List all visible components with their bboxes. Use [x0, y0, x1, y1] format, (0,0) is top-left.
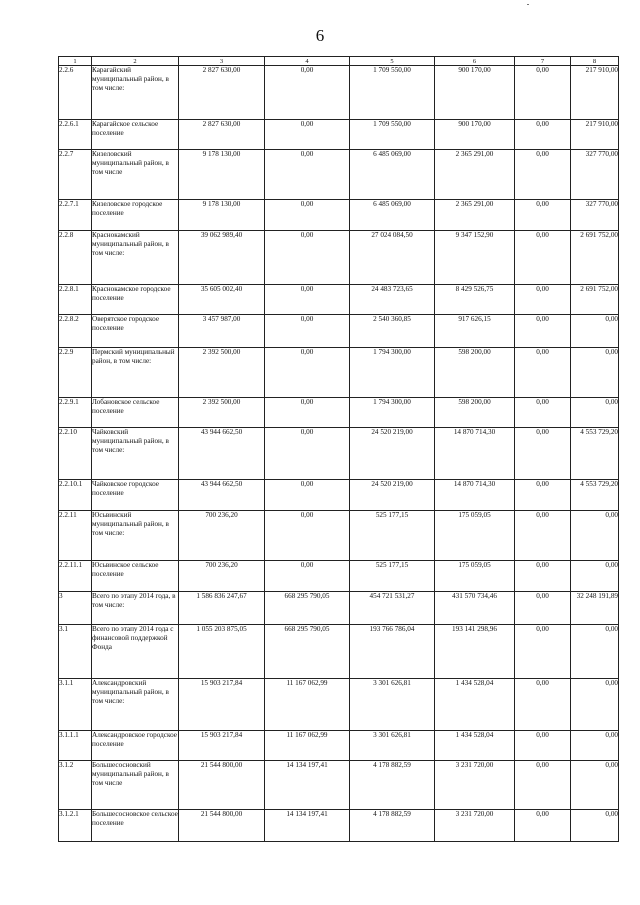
- table-row: [59, 810, 619, 842]
- value-col-7: 0,00: [515, 511, 571, 561]
- table-row: [59, 731, 619, 761]
- row-number: 2.2.11.1: [59, 561, 92, 592]
- value-col-3: 39 062 989,40: [179, 231, 265, 285]
- value-col-5: 2 540 360,85: [350, 315, 435, 348]
- row-number: 3.1: [59, 625, 92, 679]
- row-name: Лобановское сельское поселение: [92, 398, 179, 428]
- value-col-3: 35 605 002,40: [179, 285, 265, 315]
- value-col-3: 43 944 662,50: [179, 428, 265, 480]
- row-number: 2.2.7.1: [59, 200, 92, 231]
- row-number: 3.1.1.1: [59, 731, 92, 761]
- table-row: [59, 592, 619, 625]
- value-col-6: 14 870 714,30: [435, 480, 515, 511]
- value-col-5: 525 177,15: [350, 511, 435, 561]
- row-number: 2.2.6: [59, 66, 92, 120]
- value-col-7: 0,00: [515, 315, 571, 348]
- table-row: [59, 561, 619, 592]
- table-row: [59, 285, 619, 315]
- value-col-8: 0,00: [571, 561, 619, 592]
- value-col-8: 32 248 191,89: [571, 592, 619, 625]
- value-col-6: 917 626,15: [435, 315, 515, 348]
- value-col-7: 0,00: [515, 679, 571, 731]
- value-col-8: 4 553 729,20: [571, 480, 619, 511]
- row-name: Краснокамское городское поселение: [92, 285, 179, 315]
- row-name: Кизеловское городское поселение: [92, 200, 179, 231]
- table-row: [59, 679, 619, 731]
- table-row: [59, 398, 619, 428]
- value-col-4: 0,00: [265, 66, 350, 120]
- value-col-6: 598 200,00: [435, 348, 515, 398]
- value-col-6: 3 231 720,00: [435, 761, 515, 810]
- value-col-3: 2 827 630,00: [179, 66, 265, 120]
- value-col-3: 15 903 217,84: [179, 731, 265, 761]
- table-row: [59, 480, 619, 511]
- value-col-4: 0,00: [265, 315, 350, 348]
- value-col-7: 0,00: [515, 428, 571, 480]
- value-col-5: 4 178 882,59: [350, 761, 435, 810]
- value-col-5: 1 709 550,00: [350, 120, 435, 150]
- finance-table: [58, 56, 619, 842]
- value-col-8: 217 910,00: [571, 120, 619, 150]
- value-col-5: 6 485 069,00: [350, 200, 435, 231]
- value-col-7: 0,00: [515, 761, 571, 810]
- value-col-8: 2 691 752,00: [571, 231, 619, 285]
- value-col-6: 2 365 291,00: [435, 150, 515, 200]
- value-col-8: 0,00: [571, 625, 619, 679]
- value-col-4: 0,00: [265, 150, 350, 200]
- value-col-3: 2 392 500,00: [179, 398, 265, 428]
- table-row: [59, 428, 619, 480]
- value-col-5: 1 709 550,00: [350, 66, 435, 120]
- row-name: Всего по этапу 2014 года, в том числе:: [92, 592, 179, 625]
- row-name: Карагайский муниципальный район, в том числе:: [92, 66, 179, 120]
- value-col-4: 0,00: [265, 428, 350, 480]
- table-row: [59, 315, 619, 348]
- value-col-7: 0,00: [515, 120, 571, 150]
- value-col-5: 24 483 723,65: [350, 285, 435, 315]
- value-col-7: 0,00: [515, 810, 571, 842]
- value-col-7: 0,00: [515, 200, 571, 231]
- row-name: Чайковский муниципальный район, в том числе:: [92, 428, 179, 480]
- value-col-6: 14 870 714,30: [435, 428, 515, 480]
- column-header-5: 5: [350, 57, 435, 66]
- value-col-3: 2 827 630,00: [179, 120, 265, 150]
- row-number: 2.2.9: [59, 348, 92, 398]
- value-col-5: 27 024 084,50: [350, 231, 435, 285]
- value-col-7: 0,00: [515, 348, 571, 398]
- value-col-3: 3 457 987,00: [179, 315, 265, 348]
- row-name: Большесосновский муниципальный район, в том числе: [92, 761, 179, 810]
- value-col-6: 193 141 298,96: [435, 625, 515, 679]
- row-number: 3.1.2.1: [59, 810, 92, 842]
- column-header-7: 7: [515, 57, 571, 66]
- value-col-3: 9 178 130,00: [179, 150, 265, 200]
- table-row: [59, 511, 619, 561]
- value-col-4: 11 167 062,99: [265, 679, 350, 731]
- value-col-5: 4 178 882,59: [350, 810, 435, 842]
- column-header-1: 1: [59, 57, 92, 66]
- table-row: [59, 66, 619, 120]
- value-col-7: 0,00: [515, 592, 571, 625]
- value-col-8: 0,00: [571, 398, 619, 428]
- value-col-6: 175 059,05: [435, 511, 515, 561]
- value-col-6: 431 570 734,46: [435, 592, 515, 625]
- value-col-8: 327 770,00: [571, 150, 619, 200]
- value-col-8: 0,00: [571, 348, 619, 398]
- value-col-3: 9 178 130,00: [179, 200, 265, 231]
- value-col-5: 3 301 626,81: [350, 731, 435, 761]
- row-name: Александровское городское поселение: [92, 731, 179, 761]
- value-col-4: 11 167 062,99: [265, 731, 350, 761]
- value-col-8: 0,00: [571, 679, 619, 731]
- value-col-3: 21 544 800,00: [179, 761, 265, 810]
- column-number-header-row: [59, 57, 619, 66]
- value-col-8: 0,00: [571, 761, 619, 810]
- table-row: [59, 120, 619, 150]
- value-col-6: 2 365 291,00: [435, 200, 515, 231]
- table-row: [59, 200, 619, 231]
- value-col-3: 15 903 217,84: [179, 679, 265, 731]
- value-col-3: 700 236,20: [179, 561, 265, 592]
- value-col-8: 217 910,00: [571, 66, 619, 120]
- value-col-4: 0,00: [265, 200, 350, 231]
- value-col-8: 0,00: [571, 731, 619, 761]
- value-col-6: 1 434 528,04: [435, 731, 515, 761]
- row-name: Александровский муниципальный район, в том числе:: [92, 679, 179, 731]
- table-row: [59, 348, 619, 398]
- value-col-3: 2 392 500,00: [179, 348, 265, 398]
- value-col-8: 4 553 729,20: [571, 428, 619, 480]
- value-col-8: 0,00: [571, 511, 619, 561]
- row-name: Пермский муниципальный район, в том числе:: [92, 348, 179, 398]
- value-col-7: 0,00: [515, 398, 571, 428]
- row-name: Карагайское сельское поселение: [92, 120, 179, 150]
- value-col-5: 525 177,15: [350, 561, 435, 592]
- row-number: 2.2.8.2: [59, 315, 92, 348]
- value-col-4: 14 134 197,41: [265, 761, 350, 810]
- table-row: [59, 231, 619, 285]
- value-col-7: 0,00: [515, 285, 571, 315]
- value-col-6: 9 347 152,90: [435, 231, 515, 285]
- value-col-5: 1 794 300,00: [350, 348, 435, 398]
- value-col-8: 2 691 752,00: [571, 285, 619, 315]
- value-col-4: 0,00: [265, 398, 350, 428]
- value-col-4: 0,00: [265, 285, 350, 315]
- value-col-5: 454 721 531,27: [350, 592, 435, 625]
- value-col-7: 0,00: [515, 231, 571, 285]
- value-col-5: 193 766 786,04: [350, 625, 435, 679]
- value-col-5: 6 485 069,00: [350, 150, 435, 200]
- scan-speck: [527, 4, 529, 5]
- value-col-6: 1 434 528,04: [435, 679, 515, 731]
- row-name: Кизеловский муниципальный район, в том числе: [92, 150, 179, 200]
- table-row: [59, 625, 619, 679]
- value-col-6: 3 231 720,00: [435, 810, 515, 842]
- value-col-4: 668 295 790,05: [265, 592, 350, 625]
- value-col-3: 1 586 836 247,67: [179, 592, 265, 625]
- row-number: 2.2.8: [59, 231, 92, 285]
- column-header-6: 6: [435, 57, 515, 66]
- value-col-5: 24 520 219,00: [350, 428, 435, 480]
- value-col-5: 24 520 219,00: [350, 480, 435, 511]
- value-col-8: 0,00: [571, 810, 619, 842]
- row-name: Большесосновское сельское поселение: [92, 810, 179, 842]
- table-row: [59, 761, 619, 810]
- table-row: [59, 150, 619, 200]
- row-name: Всего по этапу 2014 года с финансовой поддержкой Фонда: [92, 625, 179, 679]
- value-col-8: 0,00: [571, 315, 619, 348]
- row-number: 2.2.6.1: [59, 120, 92, 150]
- value-col-7: 0,00: [515, 731, 571, 761]
- row-name: Юсьвинский муниципальный район, в том числе:: [92, 511, 179, 561]
- row-number: 2.2.11: [59, 511, 92, 561]
- value-col-3: 1 055 203 875,05: [179, 625, 265, 679]
- value-col-7: 0,00: [515, 625, 571, 679]
- value-col-7: 0,00: [515, 480, 571, 511]
- value-col-3: 21 544 800,00: [179, 810, 265, 842]
- row-name: Юсьвинское сельское поселение: [92, 561, 179, 592]
- value-col-6: 900 170,00: [435, 66, 515, 120]
- value-col-4: 0,00: [265, 561, 350, 592]
- row-name: Краснокамский муниципальный район, в том числе:: [92, 231, 179, 285]
- row-number: 2.2.7: [59, 150, 92, 200]
- row-number: 2.2.10.1: [59, 480, 92, 511]
- column-header-3: 3: [179, 57, 265, 66]
- value-col-3: 700 236,20: [179, 511, 265, 561]
- row-number: 3.1.1: [59, 679, 92, 731]
- row-number: 2.2.9.1: [59, 398, 92, 428]
- page-number: 6: [315, 26, 325, 45]
- value-col-6: 8 429 526,75: [435, 285, 515, 315]
- row-number: 3.1.2: [59, 761, 92, 810]
- value-col-4: 668 295 790,05: [265, 625, 350, 679]
- value-col-6: 598 200,00: [435, 398, 515, 428]
- value-col-4: 14 134 197,41: [265, 810, 350, 842]
- value-col-4: 0,00: [265, 480, 350, 511]
- value-col-4: 0,00: [265, 120, 350, 150]
- column-header-2: 2: [92, 57, 179, 66]
- value-col-5: 3 301 626,81: [350, 679, 435, 731]
- value-col-5: 1 794 300,00: [350, 398, 435, 428]
- column-header-4: 4: [265, 57, 350, 66]
- value-col-7: 0,00: [515, 66, 571, 120]
- value-col-4: 0,00: [265, 231, 350, 285]
- value-col-6: 175 059,05: [435, 561, 515, 592]
- row-name: Чайковское городское поселение: [92, 480, 179, 511]
- value-col-7: 0,00: [515, 150, 571, 200]
- value-col-7: 0,00: [515, 561, 571, 592]
- row-name: Оверятское городское поселение: [92, 315, 179, 348]
- value-col-4: 0,00: [265, 348, 350, 398]
- value-col-8: 327 770,00: [571, 200, 619, 231]
- row-number: 3: [59, 592, 92, 625]
- row-number: 2.2.10: [59, 428, 92, 480]
- row-number: 2.2.8.1: [59, 285, 92, 315]
- value-col-4: 0,00: [265, 511, 350, 561]
- value-col-3: 43 944 662,50: [179, 480, 265, 511]
- column-header-8: 8: [571, 57, 619, 66]
- value-col-6: 900 170,00: [435, 120, 515, 150]
